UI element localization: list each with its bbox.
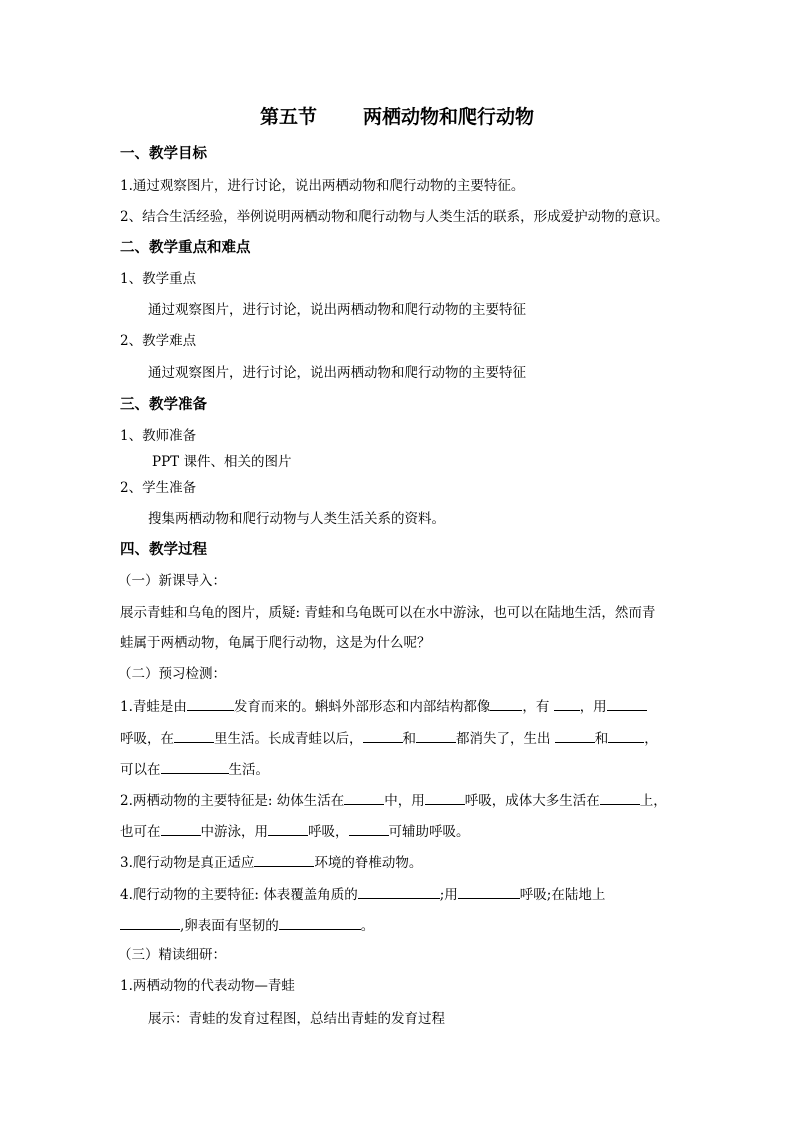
close-reading-item-1-text: 展示：青蛙的发育过程图，总结出青蛙的发育过程	[148, 1011, 445, 1027]
question-4-line-1: 4.爬行动物的主要特征: 体表覆盖角质的 ;用 呼吸;在陆地上	[120, 887, 606, 903]
key-point-text: 通过观察图片，进行讨论，说出两栖动物和爬行动物的主要特征	[148, 302, 526, 318]
answer-blank[interactable]	[174, 729, 214, 743]
question-4-line-2: ,卵表面有坚韧的 。	[120, 916, 374, 935]
answer-blank[interactable]	[600, 791, 640, 805]
answer-blank[interactable]	[358, 885, 440, 899]
answer-blank[interactable]	[120, 916, 180, 930]
section-heading-objectives: 一、教学目标	[120, 145, 207, 162]
objective-item-2: 2、结合生活经验，举例说明两栖动物和爬行动物与人类生活的联系，形成爱护动物的意识。	[120, 209, 669, 225]
answer-blank[interactable]	[161, 760, 229, 774]
subheading-teacher-prep: 1、教师准备	[120, 428, 197, 444]
question-1-line-1: 1.青蛙是由 发育而来的。蝌蚪外部形态和内部结构都像 ，有 ，用	[120, 697, 647, 716]
answer-blank[interactable]	[363, 729, 403, 743]
answer-blank[interactable]	[349, 822, 389, 836]
preview-check-label: （二）预习检测：	[118, 666, 226, 682]
section-heading-key-points: 二、教学重点和难点	[120, 239, 251, 256]
close-reading-item-1: 1.两栖动物的代表动物—青蛙	[120, 978, 295, 994]
teacher-prep-text: PPT 课件、相关的图片	[152, 454, 292, 470]
question-2-line-1: 2.两栖动物的主要特征是: 幼体生活在 中，用 呼吸，成体大多生活在 上，	[120, 793, 667, 809]
answer-blank[interactable]	[161, 822, 201, 836]
answer-blank[interactable]	[254, 853, 314, 867]
question-1-line-3: 可以在 生活。	[120, 762, 269, 778]
answer-blank[interactable]	[344, 791, 384, 805]
answer-blank[interactable]	[279, 916, 361, 930]
answer-blank[interactable]	[187, 697, 234, 711]
page-title	[0, 104, 794, 130]
answer-blank[interactable]	[425, 791, 465, 805]
answer-blank[interactable]	[268, 822, 308, 836]
subheading-key-point: 1、教学重点	[120, 271, 197, 287]
title-topic: 两栖动物和爬行动物	[363, 106, 535, 128]
intro-text-line-1: 展示青蛙和乌龟的图片，质疑: 青蛙和乌龟既可以在水中游泳，也可以在陆地生活，然而青	[120, 605, 656, 621]
answer-blank[interactable]	[554, 697, 580, 711]
student-prep-text: 搜集两栖动物和爬行动物与人类生活关系的资料。	[148, 511, 445, 527]
question-3: 3.爬行动物是真正适应 环境的脊椎动物。	[120, 855, 423, 871]
answer-blank[interactable]	[416, 729, 456, 743]
answer-blank[interactable]	[608, 729, 644, 743]
title-section-number: 第五节	[259, 106, 317, 128]
section-heading-process: 四、教学过程	[120, 541, 207, 558]
question-2-line-2: 也可在 中游泳，用 呼吸， 可辅助呼吸。	[120, 824, 470, 840]
answer-blank[interactable]	[607, 697, 647, 711]
difficulty-text: 通过观察图片，进行讨论，说出两栖动物和爬行动物的主要特征	[148, 365, 526, 381]
objective-item-1: 1.通过观察图片，进行讨论，说出两栖动物和爬行动物的主要特征。	[120, 178, 525, 194]
subheading-student-prep: 2、学生准备	[120, 480, 197, 496]
section-heading-preparation: 三、教学准备	[120, 396, 207, 413]
close-reading-label: （三）精读细研：	[118, 947, 226, 963]
answer-blank[interactable]	[555, 729, 595, 743]
intro-text-line-2: 蛙属于两栖动物，龟属于爬行动物，这是为什么呢？	[120, 635, 431, 651]
answer-blank[interactable]	[490, 697, 522, 711]
subheading-difficulty: 2、教学难点	[120, 333, 197, 349]
answer-blank[interactable]	[458, 885, 520, 899]
intro-label: （一）新课导入：	[118, 573, 226, 589]
question-1-line-2: 呼吸，在 里生活。长成青蛙以后， 和 都消失了，生出 和 ，	[120, 731, 658, 747]
